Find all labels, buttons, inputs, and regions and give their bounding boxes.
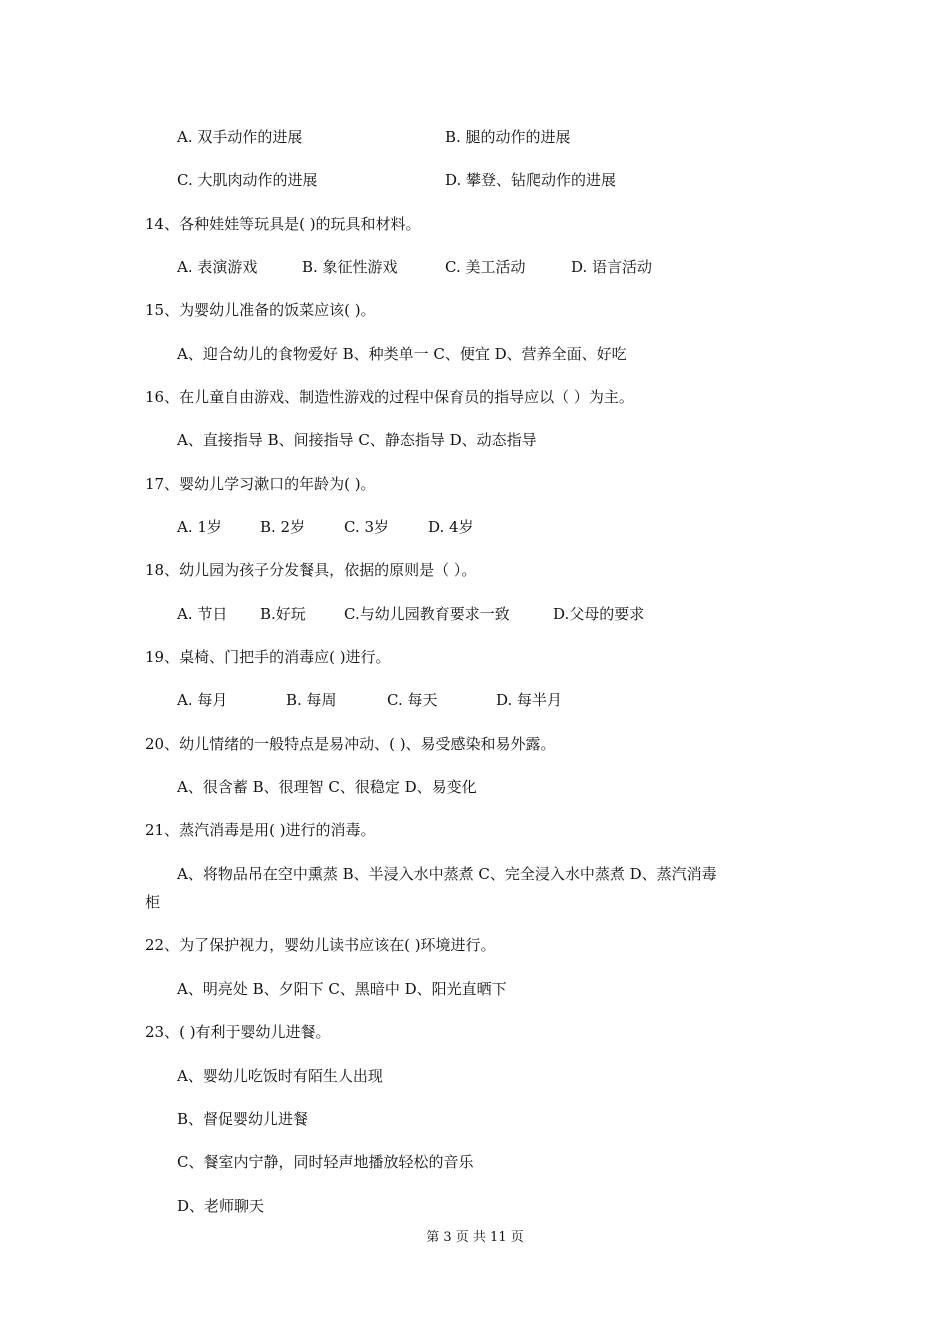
q23-option-a: A、婴幼儿吃饭时有陌生人出现 bbox=[177, 1067, 383, 1085]
q17-option-b: B. 2岁 bbox=[260, 518, 306, 536]
q18-option-d: D.父母的要求 bbox=[553, 605, 645, 623]
q19-option-b: B. 每周 bbox=[286, 691, 337, 709]
q21-options-wrap: 柜 bbox=[145, 893, 161, 911]
q14-stem: 14、各种娃娃等玩具是( )的玩具和材料。 bbox=[145, 215, 421, 233]
q13-option-a: A. 双手动作的进展 bbox=[177, 128, 303, 146]
q20-options: A、很含蓄 B、很理智 C、很稳定 D、易变化 bbox=[177, 778, 477, 796]
q23-option-b: B、督促婴幼儿进餐 bbox=[177, 1110, 309, 1128]
q18-option-a: A. 节日 bbox=[177, 605, 228, 623]
q13-option-b: B. 腿的动作的进展 bbox=[445, 128, 571, 146]
q16-options: A、直接指导 B、间接指导 C、静态指导 D、动态指导 bbox=[177, 431, 537, 449]
page-footer: 第 3 页 共 11 页 bbox=[426, 1230, 524, 1245]
q21-options: A、将物品吊在空中熏蒸 B、半浸入水中蒸煮 C、完全浸入水中蒸煮 D、蒸汽消毒 bbox=[177, 865, 717, 883]
q22-options: A、明亮处 B、夕阳下 C、黑暗中 D、阳光直晒下 bbox=[177, 980, 507, 998]
q19-option-a: A. 每月 bbox=[177, 691, 228, 709]
q14-option-b: B. 象征性游戏 bbox=[302, 258, 398, 276]
q17-option-d: D. 4岁 bbox=[428, 518, 474, 536]
q15-options: A、迎合幼儿的食物爱好 B、种类单一 C、便宜 D、营养全面、好吃 bbox=[177, 345, 627, 363]
q23-option-d: D、老师聊天 bbox=[177, 1197, 265, 1215]
q13-option-d: D. 攀登、钻爬动作的进展 bbox=[445, 171, 617, 189]
q19-stem: 19、桌椅、门把手的消毒应( )进行。 bbox=[145, 648, 391, 666]
q16-stem: 16、在儿童自由游戏、制造性游戏的过程中保育员的指导应以（ ）为主。 bbox=[145, 388, 634, 406]
q23-option-c: C、餐室内宁静，同时轻声地播放轻松的音乐 bbox=[177, 1153, 474, 1171]
q21-stem: 21、蒸汽消毒是用( )进行的消毒。 bbox=[145, 821, 376, 839]
q19-option-d: D. 每半月 bbox=[496, 691, 563, 709]
q13-option-c: C. 大肌肉动作的进展 bbox=[177, 171, 318, 189]
q15-stem: 15、为婴幼儿准备的饭菜应该( )。 bbox=[145, 301, 376, 319]
q20-stem: 20、幼儿情绪的一般特点是易冲动、( )、易受感染和易外露。 bbox=[145, 735, 556, 753]
q18-option-b: B.好玩 bbox=[260, 605, 306, 623]
q22-stem: 22、为了保护视力，婴幼儿读书应该在( )环境进行。 bbox=[145, 936, 496, 954]
q23-stem: 23、( )有利于婴幼儿进餐。 bbox=[145, 1023, 331, 1041]
q18-option-c: C.与幼儿园教育要求一致 bbox=[344, 605, 510, 623]
q14-option-a: A. 表演游戏 bbox=[177, 258, 258, 276]
q17-stem: 17、婴幼儿学习漱口的年龄为( )。 bbox=[145, 475, 376, 493]
q19-option-c: C. 每天 bbox=[387, 691, 438, 709]
q17-option-c: C. 3岁 bbox=[344, 518, 390, 536]
q18-stem: 18、幼儿园为孩子分发餐具，依据的原则是（ ）。 bbox=[145, 561, 477, 579]
q17-option-a: A. 1岁 bbox=[177, 518, 222, 536]
q14-option-d: D. 语言活动 bbox=[571, 258, 653, 276]
q14-option-c: C. 美工活动 bbox=[445, 258, 526, 276]
